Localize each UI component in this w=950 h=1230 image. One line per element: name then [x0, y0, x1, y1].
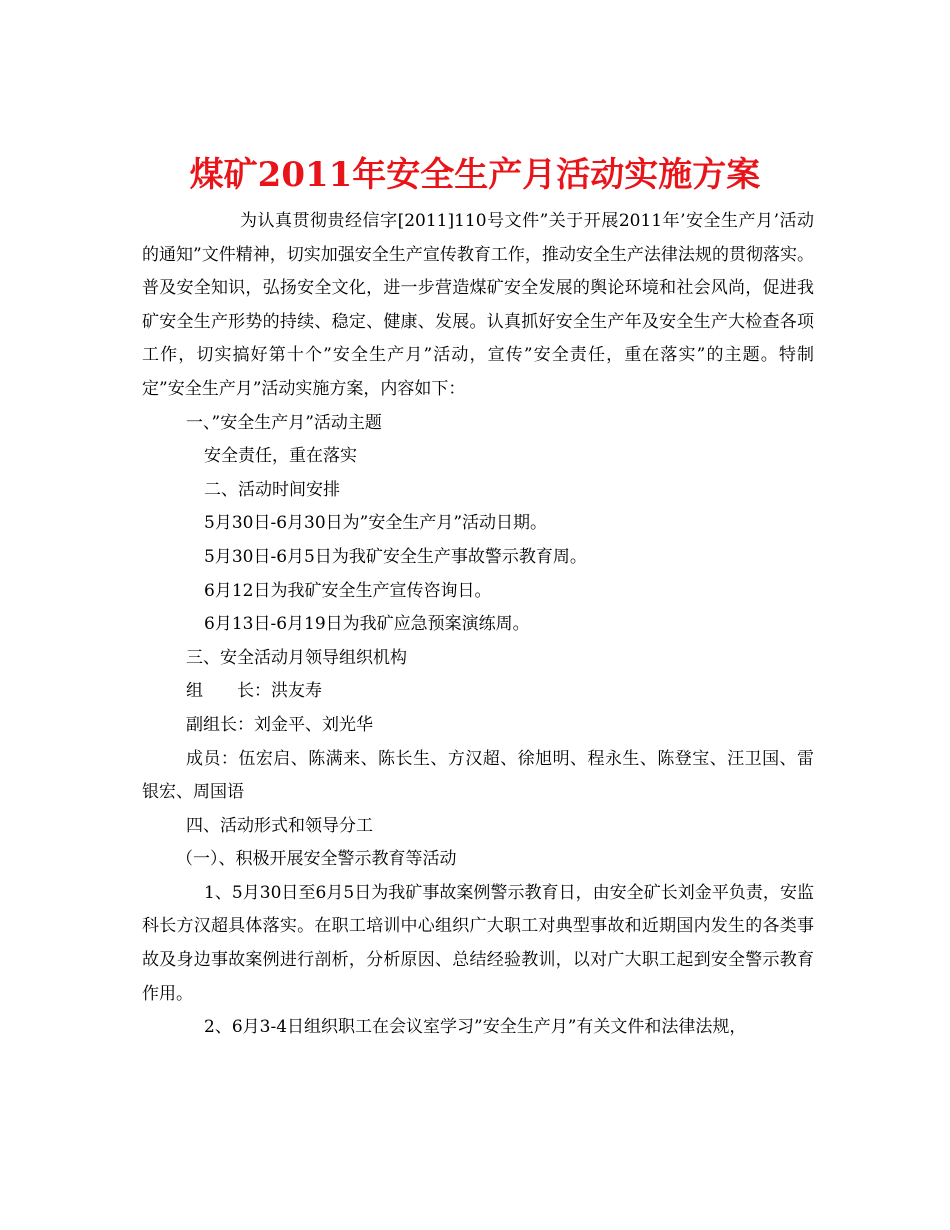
section3-heading: 三、安全活动月领导组织机构: [186, 647, 407, 668]
item1-paragraph: 1、5月30日至6月5日为我矿事故案例警示教育日，由安全矿长刘金平负责，安监科长方汉超具体落实。在职工培训中心组织广大职工对典型事故和近期国内发生的各类事故及身边事故案例进行剖析，分析原因、总结经验教训，以对广大职工起到安全警示教育作用。: [142, 882, 814, 1004]
members-line: 成员：伍宏启、陈满来、陈长生、方汉超、徐旭明、程永生、陈登宝、汪卫国、雷银宏、周国语: [142, 748, 814, 803]
deputy-leader-line: 副组长：刘金平、刘光华: [186, 714, 373, 735]
section2-heading: 二、活动时间安排: [204, 479, 340, 500]
leader-line: 组 长：洪友寿: [186, 681, 322, 702]
section1-theme: 安全责任，重在落实: [204, 446, 357, 467]
schedule-item: 6月13日-6月19日为我矿应急预案演练周。: [204, 614, 530, 635]
item2-paragraph: 2、6月3-4日组织职工在会议室学习”安全生产月”有关文件和法律法规，: [204, 1017, 747, 1038]
section4-heading: 四、活动形式和领导分工: [186, 815, 373, 836]
subsection1-heading: （一）、积极开展安全警示教育等活动: [176, 849, 457, 870]
document-title: 煤矿2011年安全生产月活动实施方案: [189, 154, 761, 195]
schedule-item: 5月30日-6月30日为”安全生产月”活动日期。: [204, 513, 548, 534]
schedule-item: 5月30日-6月5日为我矿安全生产事故警示教育周。: [204, 546, 587, 567]
section1-heading: 一、”安全生产月”活动主题: [186, 412, 382, 433]
schedule-item: 6月12日为我矿安全生产宣传咨询日。: [204, 580, 492, 601]
intro-paragraph: 为认真贯彻贵经信字[2011]110号文件”关于开展2011年’安全生产月’活动的通知”文件精神，切实加强安全生产宣传教育工作，推动安全生产法律法规的贯彻落实。普及安全知识，弘扬安全文化，进一步营造煤矿安全发展的舆论环境和社会风尚，促进我矿安全生产形势的持续、稳定、健康、发展。认真抓好安全生产年及安全生产大检查各项工作，切实搞好第十个”安全生产月”活动，宣传”安全责任，重在落实”的主题。特制定”安全生产月”活动实施方案，内容如下：: [142, 211, 814, 399]
document-body: [142, 205, 814, 1045]
